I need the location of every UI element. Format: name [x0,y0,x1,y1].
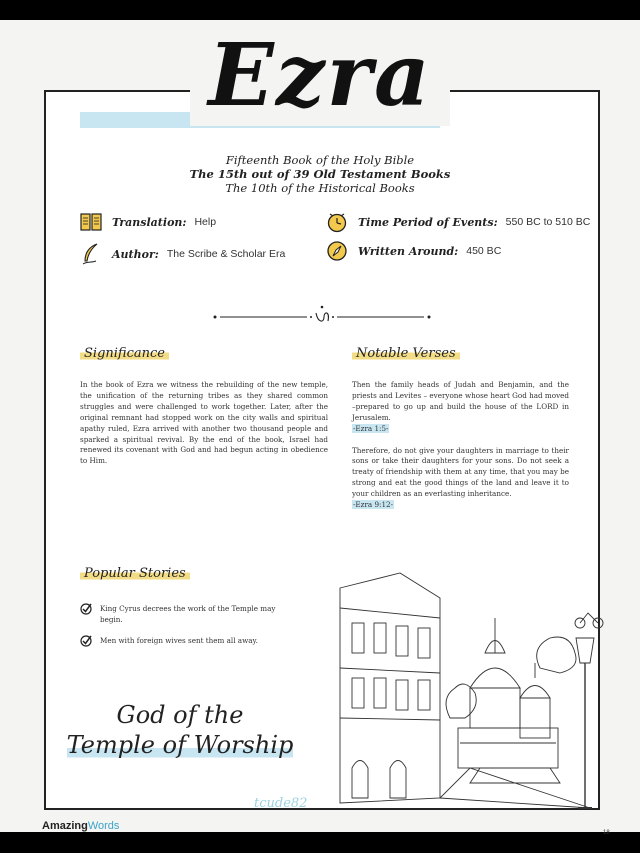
quill-icon [80,243,102,265]
info-written-around [326,240,501,262]
subtitle-line-1: Fifteenth Book of the Holy Bible [225,153,415,167]
story-1-text: King Cyrus decrees the work of the Temple may begin. [100,604,276,624]
watermark: tcude82 [254,796,308,811]
story-2-text: Men with foreign wives sent them all away. [100,636,258,645]
author-value: The Scribe & Scholar Era [166,248,286,260]
notable-verses-heading: Notable Verses [352,346,460,361]
clock-icon [326,211,348,233]
written-around-label: Written Around: [358,244,459,258]
translation-label: Translation: [112,215,187,229]
popular-stories-heading: Popular Stories [80,566,190,581]
time-period-value: 550 BC to 510 BC [505,216,591,228]
book-icon [80,211,102,233]
list-item [80,635,310,647]
significance-text: In the book of Ezra we witness the rebuilding of the new temple, the unification of the returning tribes as they shared common struggles and were challenged to work together. Later, after the original remnant had stopped work on the city walls and spiritual apathy ruled, Ezra arrived with another two thousand people and sparked a spiritual revival. By the end of the book, Israel had renewed its covenant with God and had begun acting in obedience to Him. [80,380,328,466]
written-around-value: 450 BC [466,245,502,257]
basilica-street-sketch [330,568,620,813]
verse-2-ref: -Ezra 9:12- [353,500,394,510]
info-author [80,243,285,265]
translation-value: Help [194,216,217,228]
verse-1-text: Then the family heads of Judah and Benjamin, and the priests and Levites – everyone whose heart God had moved –prepared to go up and build the house of the LORD in Jerusalem. [352,380,569,422]
significance-heading: Significance [80,346,169,361]
info-translation [80,211,216,233]
tagline-line-2: Temple of Worship [66,731,294,759]
popular-stories-list [80,603,310,657]
tagline [60,700,300,760]
page [0,20,640,836]
time-period-label: Time Period of Events: [358,215,498,229]
compass-icon [326,240,348,262]
ornament-divider [212,305,432,327]
verse-2-text: Therefore, do not give your daughters in marriage to their sons or take their daughters for your sons. Do not seek a treaty of friendship with them at any time, that you may be strong and eat the good things of the land and leave it to your children as an everlasting inheritance. [352,445,569,499]
tagline-line-1: God of the [116,701,244,729]
subtitle-line-2: The 15th out of 39 Old Testament Books [189,167,451,181]
info-time-period [326,211,590,233]
subtitle-block [100,153,540,195]
brand-bold: Amazing [42,820,88,832]
notable-verses-block [352,380,569,511]
brand-light: Words [87,820,120,832]
list-item [80,603,310,625]
footer-brand [42,820,119,832]
check-circle-icon [80,635,92,647]
subtitle-line-3: The 10th of the Historical Books [225,181,415,195]
verse-1-ref: -Ezra 1:5- [353,423,389,433]
page-title: Ezra [190,26,450,126]
check-circle-icon [80,603,92,615]
page-number: 18 [603,830,610,836]
author-label: Author: [112,247,159,261]
